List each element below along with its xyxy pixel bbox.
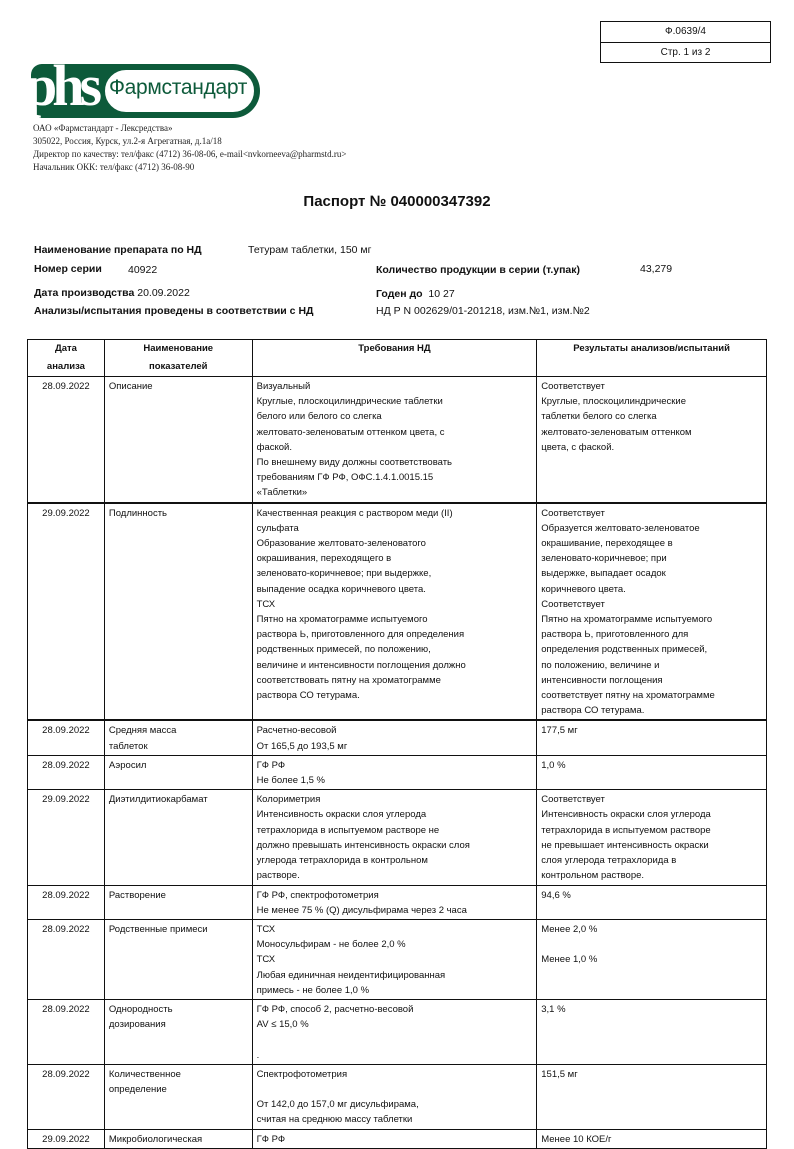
analysis-date: 28.09.2022 — [28, 885, 105, 919]
indicator-name — [104, 377, 252, 503]
logo-name: Фармстандарт — [109, 76, 248, 99]
text-line: Аэросил — [108, 759, 147, 771]
table-row — [28, 999, 767, 1064]
text-line: величине и интенсивности поглощения должно — [256, 659, 466, 671]
nd-requirement — [252, 1129, 537, 1148]
text-line: Описание — [108, 381, 153, 392]
text-line: раствора СО тетурама. — [256, 690, 360, 702]
text-line: таблетки белого со слегка — [541, 411, 657, 423]
indicator-name — [104, 1129, 252, 1148]
prod-date: Дата производства 20.09.2022 — [34, 287, 190, 299]
indicator-name — [104, 1064, 252, 1129]
test-result — [537, 885, 767, 919]
text-line: Колориметрия — [256, 794, 321, 806]
text-line: ТСХ — [256, 598, 276, 610]
page-indicator: Стр. 1 из 2 — [601, 42, 770, 62]
text-line: Пятно на хроматограмме испытуемого — [256, 614, 428, 626]
text-line: Менее 10 КОЕ/г — [541, 1133, 612, 1145]
text-line: Визуальный — [256, 381, 311, 392]
header-results: Результаты анализов/испытаний — [537, 340, 767, 377]
text-line: По внешнему виду должны соответствовать — [256, 457, 453, 469]
text-line: раствора СО тетурама. — [541, 705, 645, 717]
indicator-name — [104, 720, 252, 755]
text-line: определение — [108, 1083, 167, 1095]
text-line: фаской. — [256, 441, 292, 453]
text-line: Средняя масса — [108, 725, 177, 737]
test-result — [537, 1064, 767, 1129]
qty-value: 43,279 — [640, 263, 673, 275]
company-name: ОАО «Фармстандарт - Лексредства» — [33, 123, 173, 133]
text-line: Образуется желтовато-зеленоватое — [541, 522, 700, 534]
text-line: Пятно на хроматограмме испытуемого — [541, 614, 713, 626]
text-line: определения родственных примесей, — [541, 644, 708, 656]
nd-requirement — [252, 755, 537, 789]
test-result — [537, 503, 767, 721]
text-line: коричневого цвета. — [541, 583, 626, 595]
analysis-date: 28.09.2022 — [28, 919, 105, 999]
text-line: 177,5 мг — [541, 725, 578, 737]
text-line: ТСХ — [256, 954, 276, 966]
nd-requirement — [252, 790, 537, 885]
indicator-name — [104, 755, 252, 789]
text-line: не превышает интенсивность окраски — [541, 839, 709, 851]
text-line: Интенсивность окраски слоя углерода — [256, 809, 427, 821]
text-line: Соответствует — [541, 794, 605, 806]
text-line: От 165,5 до 193,5 мг — [256, 740, 348, 752]
company-info — [33, 122, 346, 174]
analysis-date: 29.09.2022 — [28, 503, 105, 721]
nd-requirement — [252, 377, 537, 503]
text-line: Микробиологическая — [108, 1133, 203, 1145]
test-result — [537, 720, 767, 755]
text-line: Круглые, плоскоцилиндрические таблетки — [256, 396, 443, 408]
text-line: Расчетно-весовой — [256, 725, 337, 737]
text-line: примесь - не более 1,0 % — [256, 984, 370, 996]
text-line: контрольном растворе. — [541, 870, 645, 882]
nd-requirement — [252, 999, 537, 1064]
text-line: Образование желтовато-зеленоватого — [256, 538, 426, 550]
text-line: соответствует пятну на хроматограмме — [541, 690, 715, 702]
nd-requirement — [252, 503, 537, 721]
logo-mark: phs — [25, 53, 98, 118]
company-logo — [25, 53, 260, 122]
form-code: Ф.0639/4 — [665, 26, 706, 37]
indicator-name — [104, 790, 252, 885]
qty-label: Количество продукции в серии (т.упак) — [376, 264, 581, 276]
drug-value: Тетурам таблетки, 150 мг — [248, 244, 372, 256]
test-result — [537, 377, 767, 503]
text-line: Не менее 75 % (Q) дисульфирама через 2 часа — [256, 904, 467, 916]
text-line: Растворение — [108, 889, 166, 901]
text-line: Круглые, плоскоцилиндрические — [541, 396, 686, 408]
expiry: Годен до 10 27 — [376, 288, 455, 300]
text-line: Моносульфирам - не более 2,0 % — [256, 939, 406, 951]
text-line: AV ≤ 15,0 % — [256, 1019, 309, 1031]
text-line: желтовато-зеленоватым оттенком — [541, 426, 692, 438]
series-label: Номер серии — [34, 263, 102, 275]
text-line: выдержке, выпадает осадок — [541, 568, 666, 580]
text-line: ТСХ — [256, 923, 276, 935]
text-line: углерода тетрахлорида в контрольном — [256, 855, 428, 867]
header-requirements: Требования НД — [252, 340, 537, 377]
table-header — [28, 340, 767, 377]
text-line — [257, 1032, 533, 1047]
analysis-date: 28.09.2022 — [28, 720, 105, 755]
text-line: таблеток — [108, 740, 148, 752]
text-line: зеленовато-коричневое; при выдержке, — [256, 568, 432, 580]
text-line: выпадение осадка коричневого цвета. — [256, 583, 426, 595]
text-line: 94,6 % — [541, 889, 571, 901]
nd-requirement — [252, 1064, 537, 1129]
text-line: интенсивности поглощения — [541, 674, 663, 686]
text-line: Спектрофотометрия — [256, 1068, 348, 1080]
text-line: ГФ РФ — [256, 1133, 286, 1145]
text-line: по положению, величине и — [541, 659, 660, 671]
text-line: ГФ РФ — [256, 759, 286, 771]
text-line: Подлинность — [108, 507, 167, 519]
analysis-date: 28.09.2022 — [28, 755, 105, 789]
test-result — [537, 1129, 767, 1148]
analysis-date: 29.09.2022 — [28, 790, 105, 885]
text-line: Соответствует — [541, 598, 605, 610]
text-line: Не более 1,5 % — [256, 775, 325, 787]
page-title: Паспорт № 040000347392 — [303, 193, 491, 210]
text-line: слоя углерода тетрахлорида в — [541, 855, 677, 867]
indicator-name — [104, 503, 252, 721]
text-line: 3,1 % — [541, 1003, 566, 1015]
text-line: ГФ РФ, способ 2, расчетно-весовой — [256, 1003, 414, 1015]
text-line: тетрахлорида в испытуемом растворе — [541, 824, 711, 836]
nd-label: Анализы/испытания проведены в соответствии с НД — [34, 305, 314, 317]
header-date: Дата анализа — [28, 340, 105, 377]
table-row — [28, 919, 767, 999]
test-result — [537, 999, 767, 1064]
text-line: Менее 1,0 % — [541, 954, 598, 966]
series-value: 40922 — [128, 264, 158, 276]
text-line: окрашивания, переходящего в — [256, 553, 392, 565]
table-row — [28, 720, 767, 755]
text-line: раствора Ь, приготовленного для определения — [256, 629, 465, 641]
text-line: Родственные примеси — [108, 923, 208, 935]
test-result — [537, 755, 767, 789]
drug-label: Наименование препарата по НД — [34, 244, 202, 256]
text-line: Однородность — [108, 1003, 173, 1015]
form-code-box — [600, 21, 771, 63]
text-line: Качественная реакция с раствором меди (II) — [256, 507, 453, 519]
text-line: считая на среднюю массу таблетки — [256, 1114, 413, 1126]
analysis-table — [27, 339, 767, 1149]
text-line — [257, 1082, 533, 1097]
table-row — [28, 1064, 767, 1129]
analysis-date: 28.09.2022 — [28, 999, 105, 1064]
text-line: От 142,0 до 157,0 мг дисульфирама, — [256, 1099, 419, 1111]
text-line: белого или белого со слегка — [256, 411, 382, 423]
text-line: Диэтилдитиокарбамат — [108, 794, 208, 806]
analysis-date: 28.09.2022 — [28, 377, 105, 503]
text-line: Соответствует — [541, 381, 605, 392]
text-line: растворе. — [256, 870, 300, 882]
text-line — [541, 937, 762, 952]
table-row — [28, 1129, 767, 1148]
text-line: 151,5 мг — [541, 1068, 578, 1080]
text-line: требованиям ГФ РФ, ОФС.1.4.1.0015.15 — [256, 472, 434, 484]
table-row — [28, 790, 767, 885]
text-line: Соответствует — [541, 507, 605, 519]
text-line: цвета, с фаской. — [541, 441, 615, 453]
nd-value: НД Р N 002629/01-201218, изм.№1, изм.№2 — [376, 305, 590, 317]
text-line: дозирования — [108, 1019, 166, 1031]
text-line: Интенсивность окраски слоя углерода — [541, 809, 711, 821]
analysis-date: 28.09.2022 — [28, 1064, 105, 1129]
text-line: 1,0 % — [541, 759, 566, 771]
company-address: 305022, Россия, Курск, ул.2-я Агрегатная, д.1а/18 — [33, 136, 222, 146]
table-row — [28, 885, 767, 919]
text-line: раствора Ь, приготовленного для — [541, 629, 689, 641]
text-line: сульфата — [256, 522, 299, 534]
nd-requirement — [252, 720, 537, 755]
text-line: окрашивание, переходящее в — [541, 538, 673, 550]
okk-head-contact: Начальник ОКК: тел/факс (4712) 36-08-90 — [33, 162, 195, 172]
text-line: соответствовать пятну на хроматограмме — [256, 674, 441, 686]
indicator-name — [104, 919, 252, 999]
test-result — [537, 790, 767, 885]
analysis-date: 29.09.2022 — [28, 1129, 105, 1148]
text-line: зеленовато-коричневое; при — [541, 553, 667, 565]
indicator-name — [104, 999, 252, 1064]
text-line: Любая единичная неидентифицированная — [256, 969, 446, 981]
header-name: Наименование показателей — [104, 340, 252, 377]
text-line: желтовато-зеленоватым оттенком цвета, с — [256, 426, 445, 438]
text-line: Количественное — [108, 1068, 181, 1080]
text-line: должно превышать интенсивность окраски слоя — [256, 839, 470, 851]
text-line: ГФ РФ, спектрофотометрия — [256, 889, 379, 901]
text-line: Менее 2,0 % — [541, 923, 598, 935]
table-row — [28, 503, 767, 721]
table-row — [28, 377, 767, 503]
table-row — [28, 755, 767, 789]
test-result — [537, 919, 767, 999]
text-line: «Таблетки» — [256, 487, 308, 499]
indicator-name — [104, 885, 252, 919]
text-line: тетрахлорида в испытуемом растворе не — [256, 824, 440, 836]
nd-requirement — [252, 919, 537, 999]
text-line: родственных примесей, по положению, — [256, 644, 431, 656]
nd-requirement — [252, 885, 537, 919]
quality-director-contact: Директор по качеству: тел/факс (4712) 36-08-06, e-mail<nvkorneeva@pharmstd.ru> — [33, 149, 347, 159]
text-line: . — [256, 1049, 260, 1061]
